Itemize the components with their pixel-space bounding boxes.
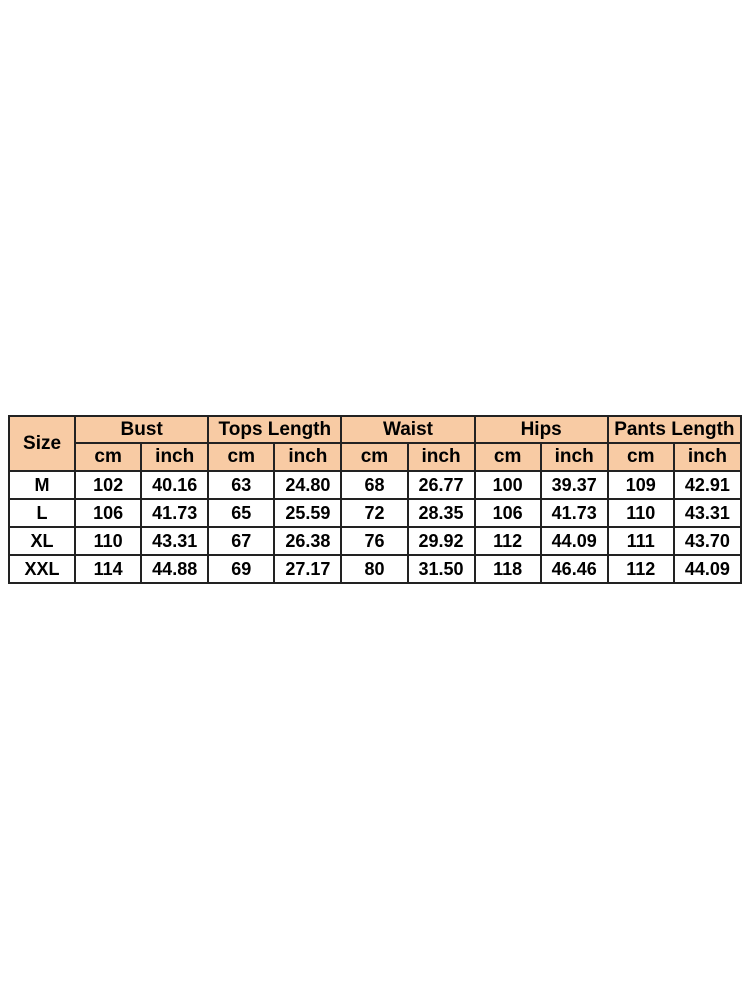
unit-header-inch: inch	[408, 443, 475, 471]
waist-inch-cell: 29.92	[408, 527, 475, 555]
unit-header-inch: inch	[274, 443, 341, 471]
table-row-size-m	[9, 471, 741, 499]
group-header-waist: Waist	[341, 416, 474, 443]
unit-header-inch: inch	[674, 443, 741, 471]
hips-cm-cell: 100	[475, 471, 541, 499]
bust-inch-cell: 40.16	[141, 471, 208, 499]
waist-inch-cell: 31.50	[408, 555, 475, 583]
unit-header-cm: cm	[341, 443, 407, 471]
group-header-tops-length: Tops Length	[208, 416, 341, 443]
waist-inch-cell: 26.77	[408, 471, 475, 499]
bust-inch-cell: 41.73	[141, 499, 208, 527]
pants-length-cm-cell: 111	[608, 527, 674, 555]
hips-inch-cell: 41.73	[541, 499, 608, 527]
hips-inch-cell: 46.46	[541, 555, 608, 583]
unit-header-inch: inch	[141, 443, 208, 471]
table-row-size-l	[9, 499, 741, 527]
waist-cm-cell: 76	[341, 527, 407, 555]
header-unit-row	[9, 443, 741, 471]
unit-header-cm: cm	[208, 443, 274, 471]
tops-length-inch-cell: 27.17	[274, 555, 341, 583]
pants-length-inch-cell: 43.31	[674, 499, 741, 527]
tops-length-inch-cell: 25.59	[274, 499, 341, 527]
group-header-hips: Hips	[475, 416, 608, 443]
unit-header-cm: cm	[608, 443, 674, 471]
waist-cm-cell: 72	[341, 499, 407, 527]
bust-inch-cell: 44.88	[141, 555, 208, 583]
hips-cm-cell: 112	[475, 527, 541, 555]
pants-length-cm-cell: 112	[608, 555, 674, 583]
size-cell: XL	[9, 527, 75, 555]
pants-length-cm-cell: 110	[608, 499, 674, 527]
pants-length-inch-cell: 43.70	[674, 527, 741, 555]
unit-header-cm: cm	[475, 443, 541, 471]
tops-length-cm-cell: 69	[208, 555, 274, 583]
tops-length-cm-cell: 63	[208, 471, 274, 499]
size-chart-table	[8, 415, 742, 584]
size-header-cell: Size	[9, 416, 75, 471]
header-group-row	[9, 416, 741, 443]
tops-length-inch-cell: 24.80	[274, 471, 341, 499]
group-header-bust: Bust	[75, 416, 208, 443]
tops-length-cm-cell: 67	[208, 527, 274, 555]
hips-cm-cell: 118	[475, 555, 541, 583]
table-row-size-xxl	[9, 555, 741, 583]
size-cell: XXL	[9, 555, 75, 583]
hips-inch-cell: 44.09	[541, 527, 608, 555]
hips-cm-cell: 106	[475, 499, 541, 527]
group-header-pants-length: Pants Length	[608, 416, 741, 443]
tops-length-cm-cell: 65	[208, 499, 274, 527]
pants-length-cm-cell: 109	[608, 471, 674, 499]
table-row-size-xl	[9, 527, 741, 555]
bust-inch-cell: 43.31	[141, 527, 208, 555]
unit-header-cm: cm	[75, 443, 141, 471]
pants-length-inch-cell: 42.91	[674, 471, 741, 499]
waist-cm-cell: 68	[341, 471, 407, 499]
size-cell: M	[9, 471, 75, 499]
bust-cm-cell: 106	[75, 499, 141, 527]
unit-header-inch: inch	[541, 443, 608, 471]
waist-cm-cell: 80	[341, 555, 407, 583]
bust-cm-cell: 102	[75, 471, 141, 499]
waist-inch-cell: 28.35	[408, 499, 475, 527]
tops-length-inch-cell: 26.38	[274, 527, 341, 555]
bust-cm-cell: 114	[75, 555, 141, 583]
size-cell: L	[9, 499, 75, 527]
bust-cm-cell: 110	[75, 527, 141, 555]
hips-inch-cell: 39.37	[541, 471, 608, 499]
pants-length-inch-cell: 44.09	[674, 555, 741, 583]
